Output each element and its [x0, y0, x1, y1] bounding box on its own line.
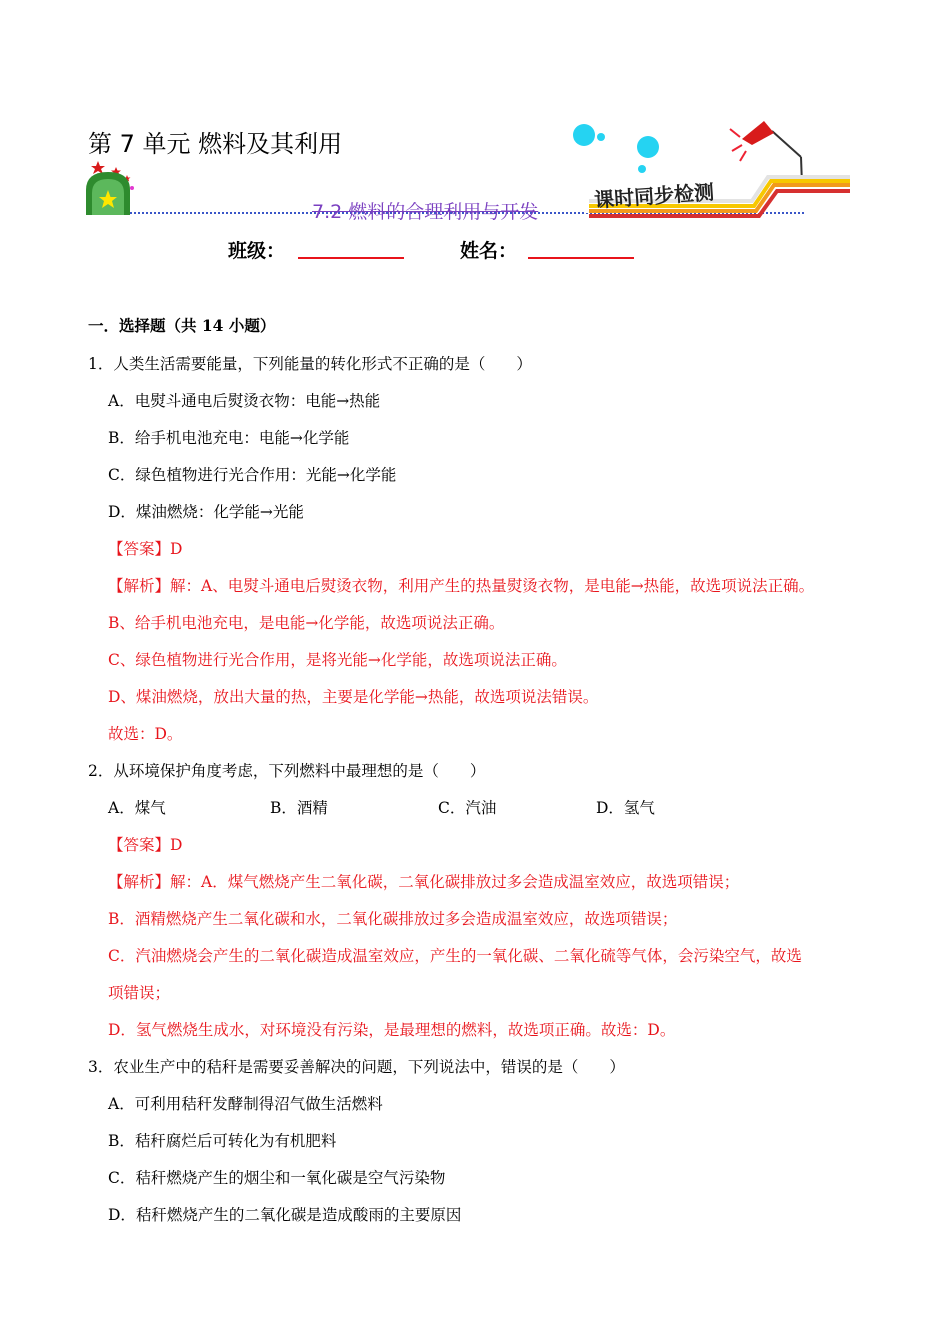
lesson-subtitle: 7.2 燃料的合理利用与开发 [312, 201, 539, 223]
q3-option-b: B．秸秆腐烂后可转化为有机肥料 [108, 1132, 337, 1150]
question-2-stem: 2．从环境保护角度考虑，下列燃料中最理想的是（ ） [88, 762, 486, 780]
name-blank[interactable] [528, 257, 634, 259]
q2-analysis-line: D．氢气燃烧生成水，对环境没有污染，是最理想的燃料，故选项正确。故选：D。 [108, 1021, 676, 1039]
q2-option-d: D．氢气 [596, 799, 655, 817]
q1-conclusion: 故选：D。 [108, 725, 183, 743]
q1-option-d: D．煤油燃烧：化学能→光能 [108, 503, 304, 521]
q2-answer: 【答案】D [108, 836, 183, 854]
q1-option-c: C．绿色植物进行光合作用：光能→化学能 [108, 466, 397, 484]
q1-analysis-line: D、煤油燃烧，放出大量的热，主要是化学能→热能，故选项说法错误。 [108, 688, 599, 706]
question-3-stem: 3．农业生产中的秸秆是需要妥善解决的问题，下列说法中，错误的是（ ） [88, 1058, 625, 1076]
question-1-stem: 1．人类生活需要能量，下列能量的转化形式不正确的是（ ） [88, 355, 532, 373]
q1-option-b: B．给手机电池充电：电能→化学能 [108, 429, 350, 447]
section-title: 一．选择题（共 14 小题） [88, 316, 276, 335]
q2-option-b: B．酒精 [270, 799, 328, 817]
q2-analysis-line: 【解析】解：A．煤气燃烧产生二氧化碳，二氧化碳排放过多会造成温室效应，故选项错误； [108, 873, 740, 891]
q1-analysis-line: B、给手机电池充电，是电能→化学能，故选项说法正确。 [108, 614, 505, 632]
q3-option-c: C．秸秆燃烧产生的烟尘和一氧化碳是空气污染物 [108, 1169, 446, 1187]
class-label: 班级： [228, 240, 286, 262]
q2-analysis-line: B．酒精燃烧产生二氧化碳和水，二氧化碳排放过多会造成温室效应，故选项错误； [108, 910, 678, 928]
q2-analysis-line: 项错误； [108, 984, 171, 1002]
q3-option-a: A．可利用秸秆发酵制得沼气做生活燃料 [108, 1095, 383, 1113]
q1-answer: 【答案】D [108, 540, 183, 558]
class-blank[interactable] [298, 257, 404, 259]
q2-analysis-line: C．汽油燃烧会产生的二氧化碳造成温室效应，产生的一氧化碳、二氧化硫等气体，会污染空气，故选 [108, 947, 802, 965]
q2-option-a: A．煤气 [108, 799, 166, 817]
q2-option-c: C．汽油 [438, 799, 497, 817]
q1-analysis-line: 【解析】解：A、电熨斗通电后熨烫衣物，利用产生的热量熨烫衣物，是电能→热能，故选项说法正确。 [108, 577, 815, 595]
q1-analysis-line: C、绿色植物进行光合作用，是将光能→化学能，故选项说法正确。 [108, 651, 567, 669]
unit-title: 第 7 单元 燃料及其利用 [88, 130, 343, 158]
bubble-icon [637, 136, 659, 158]
q1-option-a: A．电熨斗通电后熨烫衣物：电能→热能 [108, 392, 381, 410]
bubble-icon [573, 124, 595, 146]
q3-option-d: D．秸秆燃烧产生的二氧化碳是造成酸雨的主要原因 [108, 1206, 462, 1224]
banner-text: 课时同步检测 [593, 179, 715, 213]
name-label: 姓名： [460, 240, 518, 262]
star-icon [91, 161, 105, 174]
